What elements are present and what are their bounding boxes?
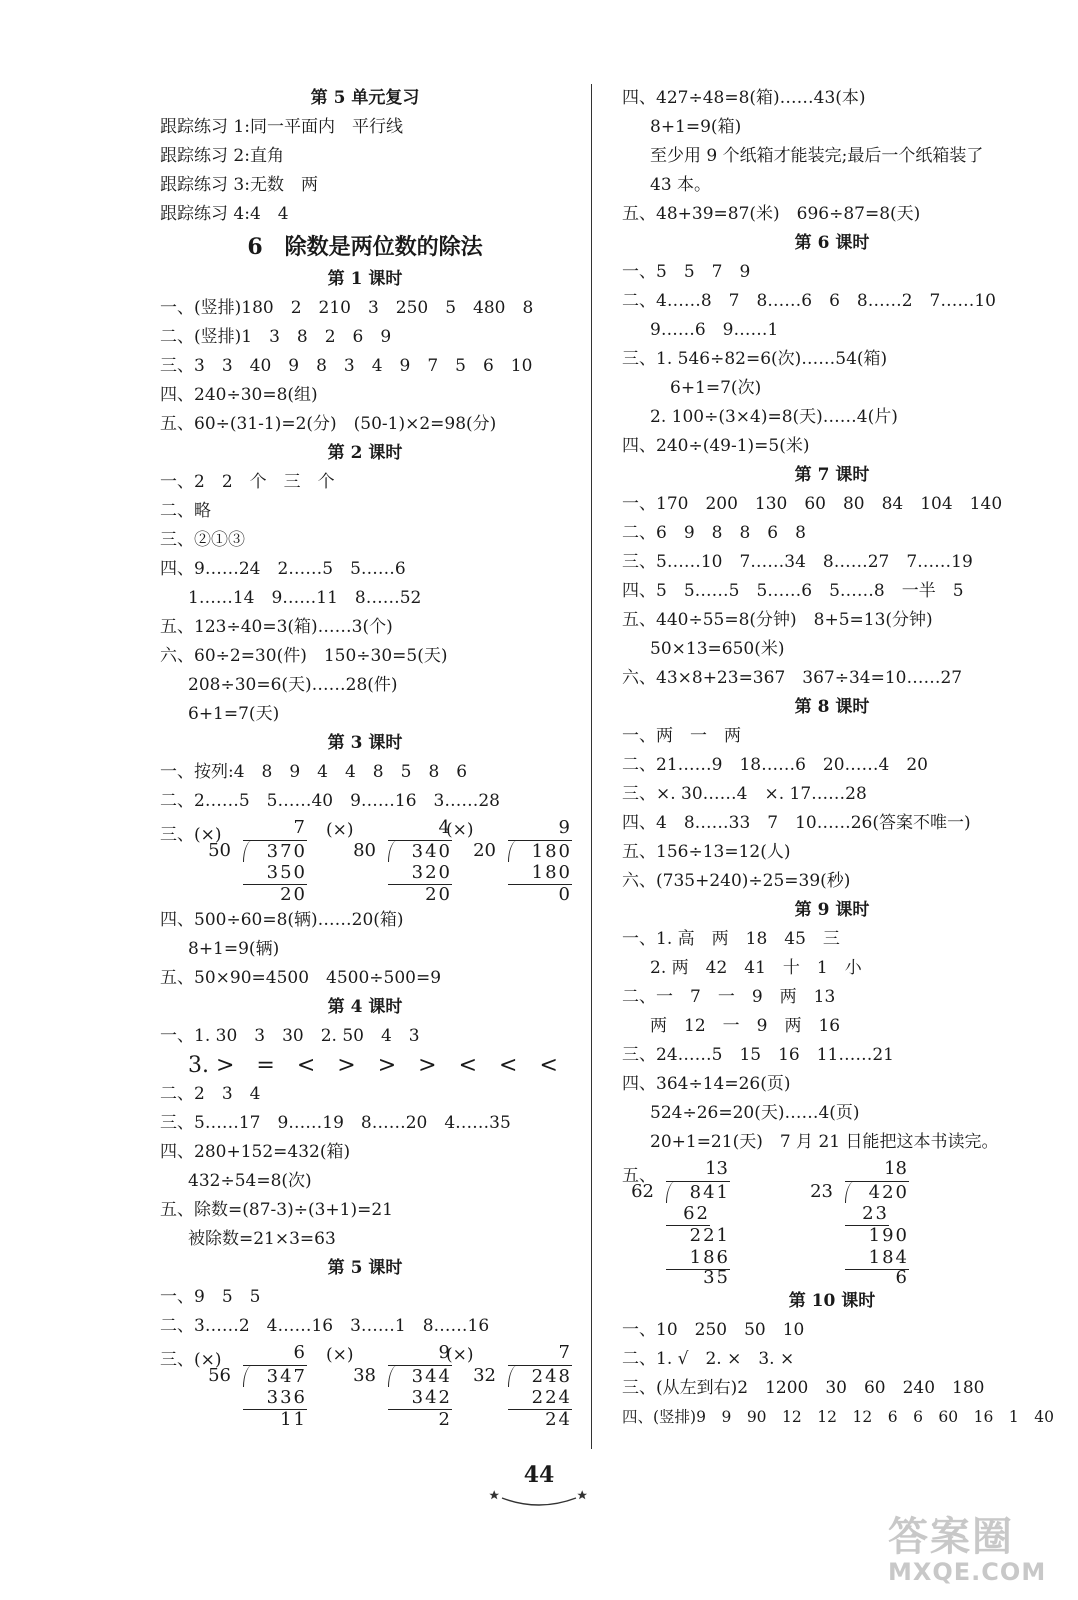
right-column xyxy=(622,84,1054,1432)
long-division-row xyxy=(160,816,570,906)
answer-line: 43 本。 xyxy=(650,175,712,195)
answer-line: 432÷54=8(次) xyxy=(188,1171,312,1191)
lesson9-title: 第 9 课时 xyxy=(794,900,870,920)
answer-line: 五、50×90=4500 4500÷500=9 xyxy=(160,968,442,988)
answer-line: 6+1=7(天) xyxy=(188,704,280,724)
answer-line: 三、1. 546÷82=6(次)……54(箱) xyxy=(622,349,888,369)
answer-line: 2. 100÷(3×4)=8(天)……4(片) xyxy=(650,407,898,427)
product: 342 xyxy=(388,1387,452,1410)
answer-line: 一、1. 高 两 18 45 三 xyxy=(622,929,840,949)
product: 180 xyxy=(508,862,572,885)
partial: 190 xyxy=(868,1225,909,1246)
answer-line: 五、440÷55=8(分钟) 8+5=13(分钟) xyxy=(622,610,933,630)
symbols-line: 3. > = < > > > < < < xyxy=(188,1053,558,1078)
quotient: 7 xyxy=(558,1342,570,1363)
mark: (×) xyxy=(446,1345,474,1365)
answer-line: 三、×. 30……4 ×. 17……28 xyxy=(622,784,867,804)
answer-line: 8+1=9(箱) xyxy=(650,117,742,137)
answer-line: 一、两 一 两 xyxy=(622,726,741,746)
remainder: 35 xyxy=(703,1267,730,1288)
answer-line: 四、280+152=432(箱) xyxy=(160,1142,351,1162)
dividend: 340 xyxy=(388,840,452,863)
answer-line: 一、2 2 个 三 个 xyxy=(160,472,335,492)
answer-line: 四、9……24 2……5 5……6 xyxy=(160,559,406,579)
dividend: 347 xyxy=(243,1365,307,1388)
long-division-row xyxy=(622,1157,1042,1287)
answer-line: 四、5 5……5 5……6 5……8 一半 5 xyxy=(622,581,964,601)
lesson2-title: 第 2 课时 xyxy=(327,443,403,463)
answer-line: 一、5 5 7 9 xyxy=(622,262,751,282)
divisor: 62 xyxy=(631,1181,654,1202)
divisor: 20 xyxy=(473,840,496,861)
answer-line: 四、(竖排)9 9 90 12 12 12 6 6 60 16 1 40 xyxy=(622,1408,1054,1426)
answer-line: 三、5……10 7……34 8……27 7……19 xyxy=(622,552,973,572)
divisor: 23 xyxy=(810,1181,833,1202)
product: 62 xyxy=(666,1203,710,1226)
dividend: 248 xyxy=(508,1365,572,1388)
divisor: 80 xyxy=(353,840,376,861)
answer-line: 二、4……8 7 8……6 6 8……2 7……10 xyxy=(622,291,996,311)
mark: (×) xyxy=(326,1345,354,1365)
unit5-line: 跟踪练习 3:无数 两 xyxy=(160,175,318,195)
product: 184 xyxy=(845,1247,909,1270)
answer-line: 二、略 xyxy=(160,501,211,521)
answer-line: 524÷26=20(天)……4(页) xyxy=(650,1103,860,1123)
answer-line: 二、2 3 4 xyxy=(160,1084,261,1104)
lesson4-title: 第 4 课时 xyxy=(327,997,403,1017)
answer-line: 2. 两 42 41 十 1 小 xyxy=(650,958,862,978)
answer-line: 8+1=9(辆) xyxy=(188,939,280,959)
product: 224 xyxy=(508,1387,572,1410)
answer-line: 9……6 9……1 xyxy=(650,320,779,340)
remainder: 11 xyxy=(280,1409,307,1430)
answer-line: 三、5……17 9……19 8……20 4……35 xyxy=(160,1113,511,1133)
unit5-line: 跟踪练习 4:4 4 xyxy=(160,204,289,224)
san-prefix: 三、(×) xyxy=(160,1350,222,1370)
answer-line: 五、156÷13=12(人) xyxy=(622,842,791,862)
answer-line: 六、60÷2=30(件) 150÷30=5(天) xyxy=(160,646,448,666)
quotient: 7 xyxy=(293,817,305,838)
answer-line: 四、364÷14=26(页) xyxy=(622,1074,791,1094)
san-prefix: 三、(×) xyxy=(160,825,222,845)
unit5-line: 跟踪练习 1:同一平面内 平行线 xyxy=(160,117,403,137)
answer-line: 四、4 8……33 7 10……26(答案不唯一) xyxy=(622,813,971,833)
quotient: 9 xyxy=(558,817,570,838)
answer-line: 至少用 9 个纸箱才能装完;最后一个纸箱装了 xyxy=(650,146,984,166)
dividend: 344 xyxy=(388,1365,452,1388)
page-number-ornament-icon xyxy=(488,1490,590,1510)
lesson8-title: 第 8 课时 xyxy=(794,697,870,717)
unit5-title: 第 5 单元复习 xyxy=(310,88,420,108)
answer-line: 二、21……9 18……6 20……4 20 xyxy=(622,755,928,775)
page-number: 44 xyxy=(523,1462,555,1488)
watermark-cn: 答案圈 xyxy=(888,1514,1014,1560)
long-division-row xyxy=(160,1341,570,1431)
answer-line: 208÷30=6(天)……28(件) xyxy=(188,675,398,695)
answer-line: 五、123÷40=3(箱)……3(个) xyxy=(160,617,393,637)
quotient: 4 xyxy=(438,817,450,838)
lesson7-title: 第 7 课时 xyxy=(794,465,870,485)
remainder: 20 xyxy=(425,884,452,905)
answer-line: 三、②①③ xyxy=(160,530,245,550)
answer-line: 1……14 9……11 8……52 xyxy=(188,588,422,608)
answer-line: 四、240÷30=8(组) xyxy=(160,385,318,405)
answer-line: 一、(竖排)180 2 210 3 250 5 480 8 xyxy=(160,298,534,318)
quotient: 18 xyxy=(884,1158,907,1179)
dividend: 841 xyxy=(666,1181,730,1204)
answer-line: 二、一 7 一 9 两 13 xyxy=(622,987,836,1007)
divisor: 38 xyxy=(353,1365,376,1386)
quotient: 9 xyxy=(438,1342,450,1363)
answer-line: 一、170 200 130 60 80 84 104 140 xyxy=(622,494,1003,514)
answer-line: 二、2……5 5……40 9……16 3……28 xyxy=(160,791,500,811)
left-column xyxy=(160,84,570,1431)
answer-line: 五、48+39=87(米) 696÷87=8(天) xyxy=(622,204,921,224)
answer-line: 二、6 9 8 8 6 8 xyxy=(622,523,806,543)
product: 23 xyxy=(845,1203,889,1226)
divisor: 50 xyxy=(208,840,231,861)
watermark-en: MXQE.COM xyxy=(888,1558,1047,1586)
divisor: 56 xyxy=(208,1365,231,1386)
answer-line: 三、3 3 40 9 8 3 4 9 7 5 6 10 xyxy=(160,356,533,376)
product: 186 xyxy=(666,1247,730,1270)
dividend: 370 xyxy=(243,840,307,863)
answer-line: 六、43×8+23=367 367÷34=10……27 xyxy=(622,668,963,688)
remainder: 2 xyxy=(438,1409,452,1430)
answer-line: 二、(竖排)1 3 8 2 6 9 xyxy=(160,327,392,347)
lesson6-title: 第 6 课时 xyxy=(794,233,870,253)
answer-line: 二、3……2 4……16 3……1 8……16 xyxy=(160,1316,490,1336)
watermark xyxy=(888,1505,1058,1595)
mark: (×) xyxy=(326,820,354,840)
answer-line: 50×13=650(米) xyxy=(650,639,785,659)
answer-line: 6+1=7(次) xyxy=(670,378,762,398)
answer-line: 三、24……5 15 16 11……21 xyxy=(622,1045,894,1065)
remainder: 0 xyxy=(558,884,572,905)
answer-line: 四、240÷(49-1)=5(米) xyxy=(622,436,810,456)
answer-line: 五、除数=(87-3)÷(3+1)=21 xyxy=(160,1200,393,1220)
unit5-line: 跟踪练习 2:直角 xyxy=(160,146,284,166)
remainder: 6 xyxy=(895,1267,909,1288)
divisor: 32 xyxy=(473,1365,496,1386)
lesson10-title: 第 10 课时 xyxy=(788,1291,876,1311)
quotient: 13 xyxy=(705,1158,728,1179)
answer-line: 四、500÷60=8(辆)……20(箱) xyxy=(160,910,404,930)
lesson5-title: 第 5 课时 xyxy=(327,1258,403,1278)
product: 350 xyxy=(243,862,307,885)
product: 320 xyxy=(388,862,452,885)
chapter-title: 6 除数是两位数的除法 xyxy=(247,234,483,260)
product: 336 xyxy=(243,1387,307,1410)
partial: 221 xyxy=(689,1225,730,1246)
answer-line: 六、(735+240)÷25=39(秒) xyxy=(622,871,851,891)
answer-line: 三、(从左到右)2 1200 30 60 240 180 xyxy=(622,1378,985,1398)
answer-line: 五、60÷(31-1)=2(分) (50-1)×2=98(分) xyxy=(160,414,497,434)
answer-line: 一、按列:4 8 9 4 4 8 5 8 6 xyxy=(160,762,468,782)
answer-line: 20+1=21(天) 7 月 21 日能把这本书读完。 xyxy=(650,1132,999,1152)
lesson1-title: 第 1 课时 xyxy=(327,269,403,289)
dividend: 420 xyxy=(845,1181,909,1204)
quotient: 6 xyxy=(293,1342,305,1363)
answer-line: 二、1. √ 2. × 3. × xyxy=(622,1349,795,1369)
answer-line: 一、9 5 5 xyxy=(160,1287,261,1307)
remainder: 24 xyxy=(545,1409,572,1430)
answer-line: 一、1. 30 3 30 2. 50 4 3 xyxy=(160,1026,420,1046)
answer-line: 被除数=21×3=63 xyxy=(188,1229,336,1249)
wu-prefix: 五、 xyxy=(622,1166,656,1186)
column-divider xyxy=(591,84,592,1449)
lesson3-title: 第 3 课时 xyxy=(327,733,403,753)
remainder: 20 xyxy=(280,884,307,905)
dividend: 180 xyxy=(508,840,572,863)
mark: (×) xyxy=(446,820,474,840)
answer-line: 两 12 一 9 两 16 xyxy=(650,1016,841,1036)
answer-line: 一、10 250 50 10 xyxy=(622,1320,805,1340)
answer-line: 四、427÷48=8(箱)……43(本) xyxy=(622,88,866,108)
